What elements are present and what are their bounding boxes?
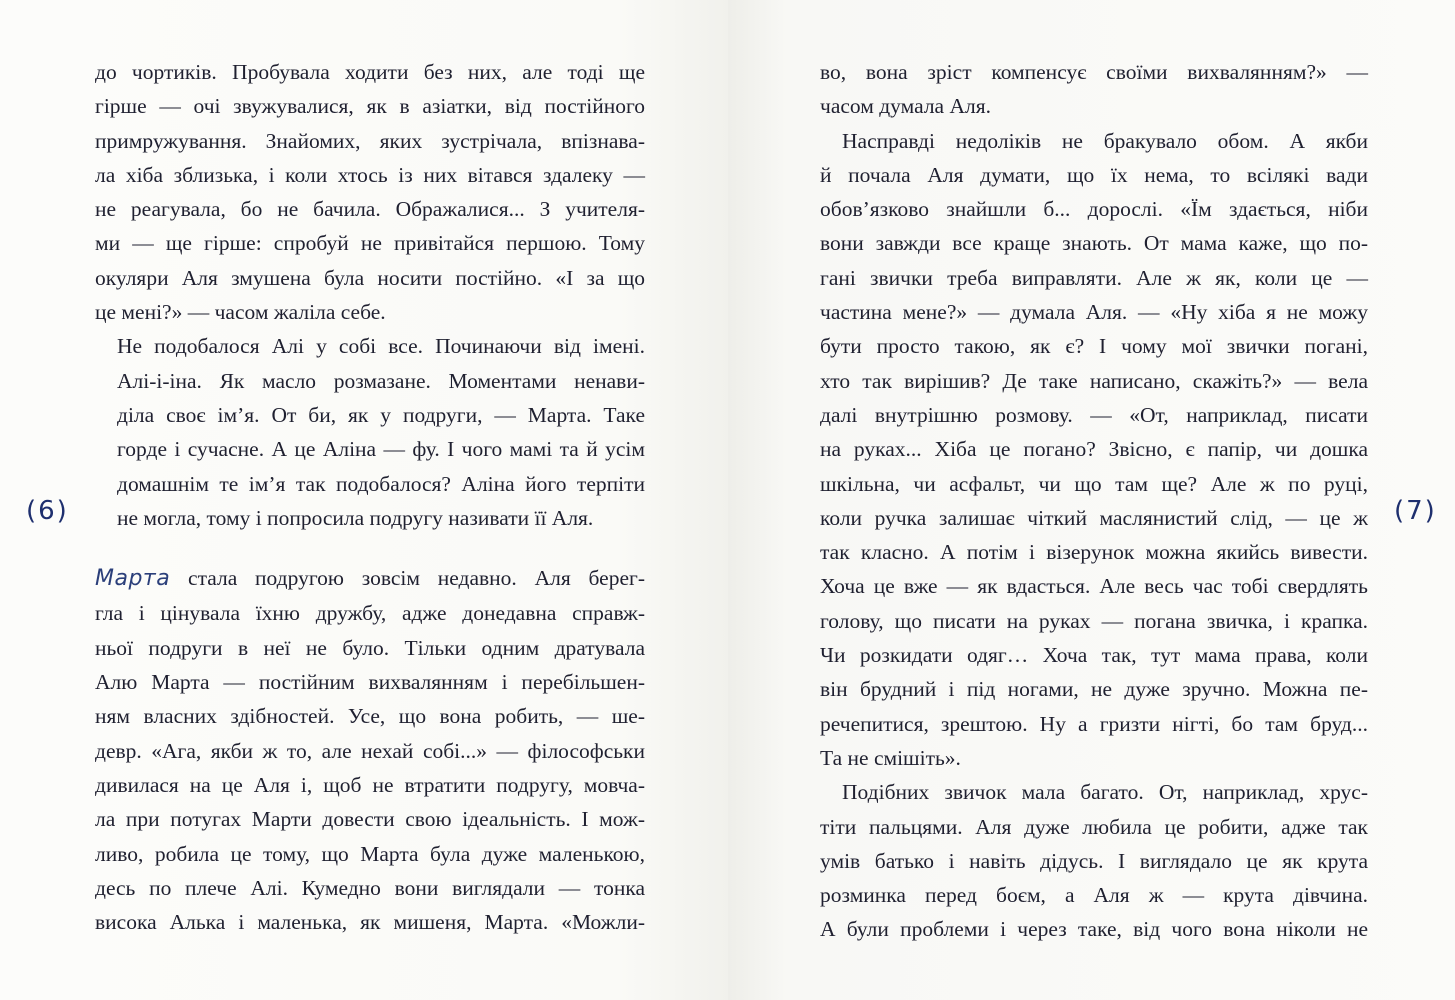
- text-line: речепитися, зрештою. Ну а гризти нігті, бо там бруд...: [820, 711, 1368, 736]
- paragraph: [820, 55, 1368, 124]
- text-line: шкільна, чи асфальт, чи що там ще? Але ж по руці,: [820, 471, 1368, 496]
- text-line: ням власних здібностей. Усе, що вона робить, — ше-: [95, 704, 645, 729]
- text-line: ла при потугах Марти довести свою ідеальність. І мож-: [95, 807, 645, 832]
- text-line: Алі-і-іна. Як масло розмазане. Моментами ненави-: [117, 368, 645, 393]
- text-line: ливо, робила це тому, що Марта була дуже маленькою,: [95, 841, 645, 866]
- text-line: не могла, тому і попросила подругу називати її Аля.: [117, 505, 594, 530]
- text-line: Та не смішіть».: [820, 745, 961, 770]
- text-line: обов’язково знайшли б... дорослі. «Їм здається, ніби: [820, 197, 1368, 222]
- text-line: гірше — очі звужувалися, як в азіатки, від постійного: [95, 94, 645, 119]
- text-line: Не подобалося Алі у собі все. Починаючи від імені.: [117, 334, 645, 359]
- text-line: так класно. А потім і візерунок можна якийсь вивести.: [820, 540, 1368, 565]
- page-number-left: (6): [26, 496, 69, 526]
- text-line: хто так вирішив? Де таке написано, скажіть?» — вела: [820, 368, 1368, 393]
- text-line: це мені?» — часом жаліла себе.: [95, 300, 386, 325]
- text-line: він брудний і під ногами, не дуже зручно. Можна пе-: [820, 677, 1368, 702]
- text-line: гла і цінувала їхню дружбу, адже донедавна справж-: [95, 601, 645, 626]
- text-line: голову, що писати на руках — погана звичка, і крапка.: [820, 608, 1368, 633]
- text-line: примружування. Знайомих, яких зустрічала, впізнава-: [95, 128, 645, 153]
- paragraph: [820, 124, 1368, 776]
- text-line: не реагувала, бо не бачила. Ображалися... З учителя-: [95, 197, 645, 222]
- text-line: Насправді недоліків не бракувало обом. А якби: [842, 128, 1368, 153]
- text-line: Подібних звичок мала багато. От, наприклад, хрус-: [842, 780, 1368, 805]
- right-page-text: [820, 55, 1368, 947]
- paragraph: [95, 329, 645, 535]
- text-line: десь по плече Алі. Кумедно вони виглядали — тонка: [95, 875, 645, 900]
- text-line: діла своє ім’я. От би, як у подруги, — Марта. Таке: [117, 402, 645, 427]
- text-line: ла хіба зблизька, і коли хтось із них вітався здалеку —: [95, 162, 645, 187]
- paragraph: [820, 775, 1368, 946]
- text-line: гані звички треба виправляти. Але ж як, коли це —: [820, 265, 1368, 290]
- text-line: умів батько і навіть дідусь. І виглядало це як крута: [820, 848, 1368, 873]
- text-line: на руках... Хіба це погано? Звісно, є папір, чи дошка: [820, 437, 1368, 462]
- text-line: висока Алька і маленька, як мишеня, Марта. «Можли-: [95, 910, 645, 935]
- text-fragment: стала подругою зовсім недавно. Аля берег-: [170, 566, 645, 591]
- text-line: во, вона зріст компенсує своїми вихвалянням?» —: [820, 60, 1368, 84]
- text-line: й почала Аля думати, що їх нема, то всілякі вади: [820, 162, 1368, 187]
- text-line: тіти пальцями. Аля дуже любила це робити, адже так: [820, 814, 1368, 839]
- text-line: ми — ще гірше: спробуй не привітайся першою. Тому: [95, 231, 645, 256]
- paragraph: [95, 55, 645, 329]
- text-line: Чи розкидати одяг… Хоча так, тут мама права, коли: [820, 643, 1368, 668]
- page-number-right: (7): [1394, 496, 1437, 526]
- text-line: домашнім те ім’я так подобалося? Аліна його терпіти: [117, 471, 645, 496]
- text-line: девр. «Ага, якби ж то, але нехай собі...» — філософськи: [95, 738, 645, 763]
- text-line: частина мене?» — думала Аля. — «Ну хіба я не можу: [820, 300, 1368, 325]
- text-line: до чортиків. Пробувала ходити без них, але тоді ще: [95, 60, 645, 84]
- text-line: дивилася на це Аля і, щоб не втратити подругу, мовча-: [95, 772, 645, 797]
- text-line: ньої подруги в неї не було. Тільки одним дратувала: [95, 635, 645, 660]
- text-line: [95, 561, 645, 596]
- text-line: вони завжди все краще знають. От мама каже, що по-: [820, 231, 1368, 256]
- text-line: розминка перед боєм, а Аля ж — крута дівчина.: [820, 883, 1368, 908]
- text-line: коли ручка залишає чіткий маслянистий слід, — це ж: [820, 505, 1368, 530]
- section-gap: [95, 535, 645, 561]
- text-line: далі внутрішню розмову. — «От, наприклад, писати: [820, 402, 1368, 427]
- text-line: часом думала Аля.: [820, 94, 991, 119]
- text-line: бути просто такою, як є? І чому мої звички погані,: [820, 334, 1368, 359]
- decorative-first-word: Марта: [95, 566, 171, 592]
- text-line: окуляри Аля змушена була носити постійно. «І за що: [95, 265, 645, 290]
- text-line: Алю Марта — постійним вихвалянням і перебільшен-: [95, 670, 645, 695]
- left-page-text: [95, 55, 645, 939]
- paragraph: [95, 561, 645, 939]
- text-line: Хоча це вже — як вдасться. Але весь час тобі свердлять: [820, 574, 1368, 599]
- text-line: А були проблеми і через таке, від чого вона ніколи не: [820, 917, 1368, 942]
- text-line: горде і сучасне. А це Аліна — фу. І чого мамі та й усім: [117, 437, 645, 462]
